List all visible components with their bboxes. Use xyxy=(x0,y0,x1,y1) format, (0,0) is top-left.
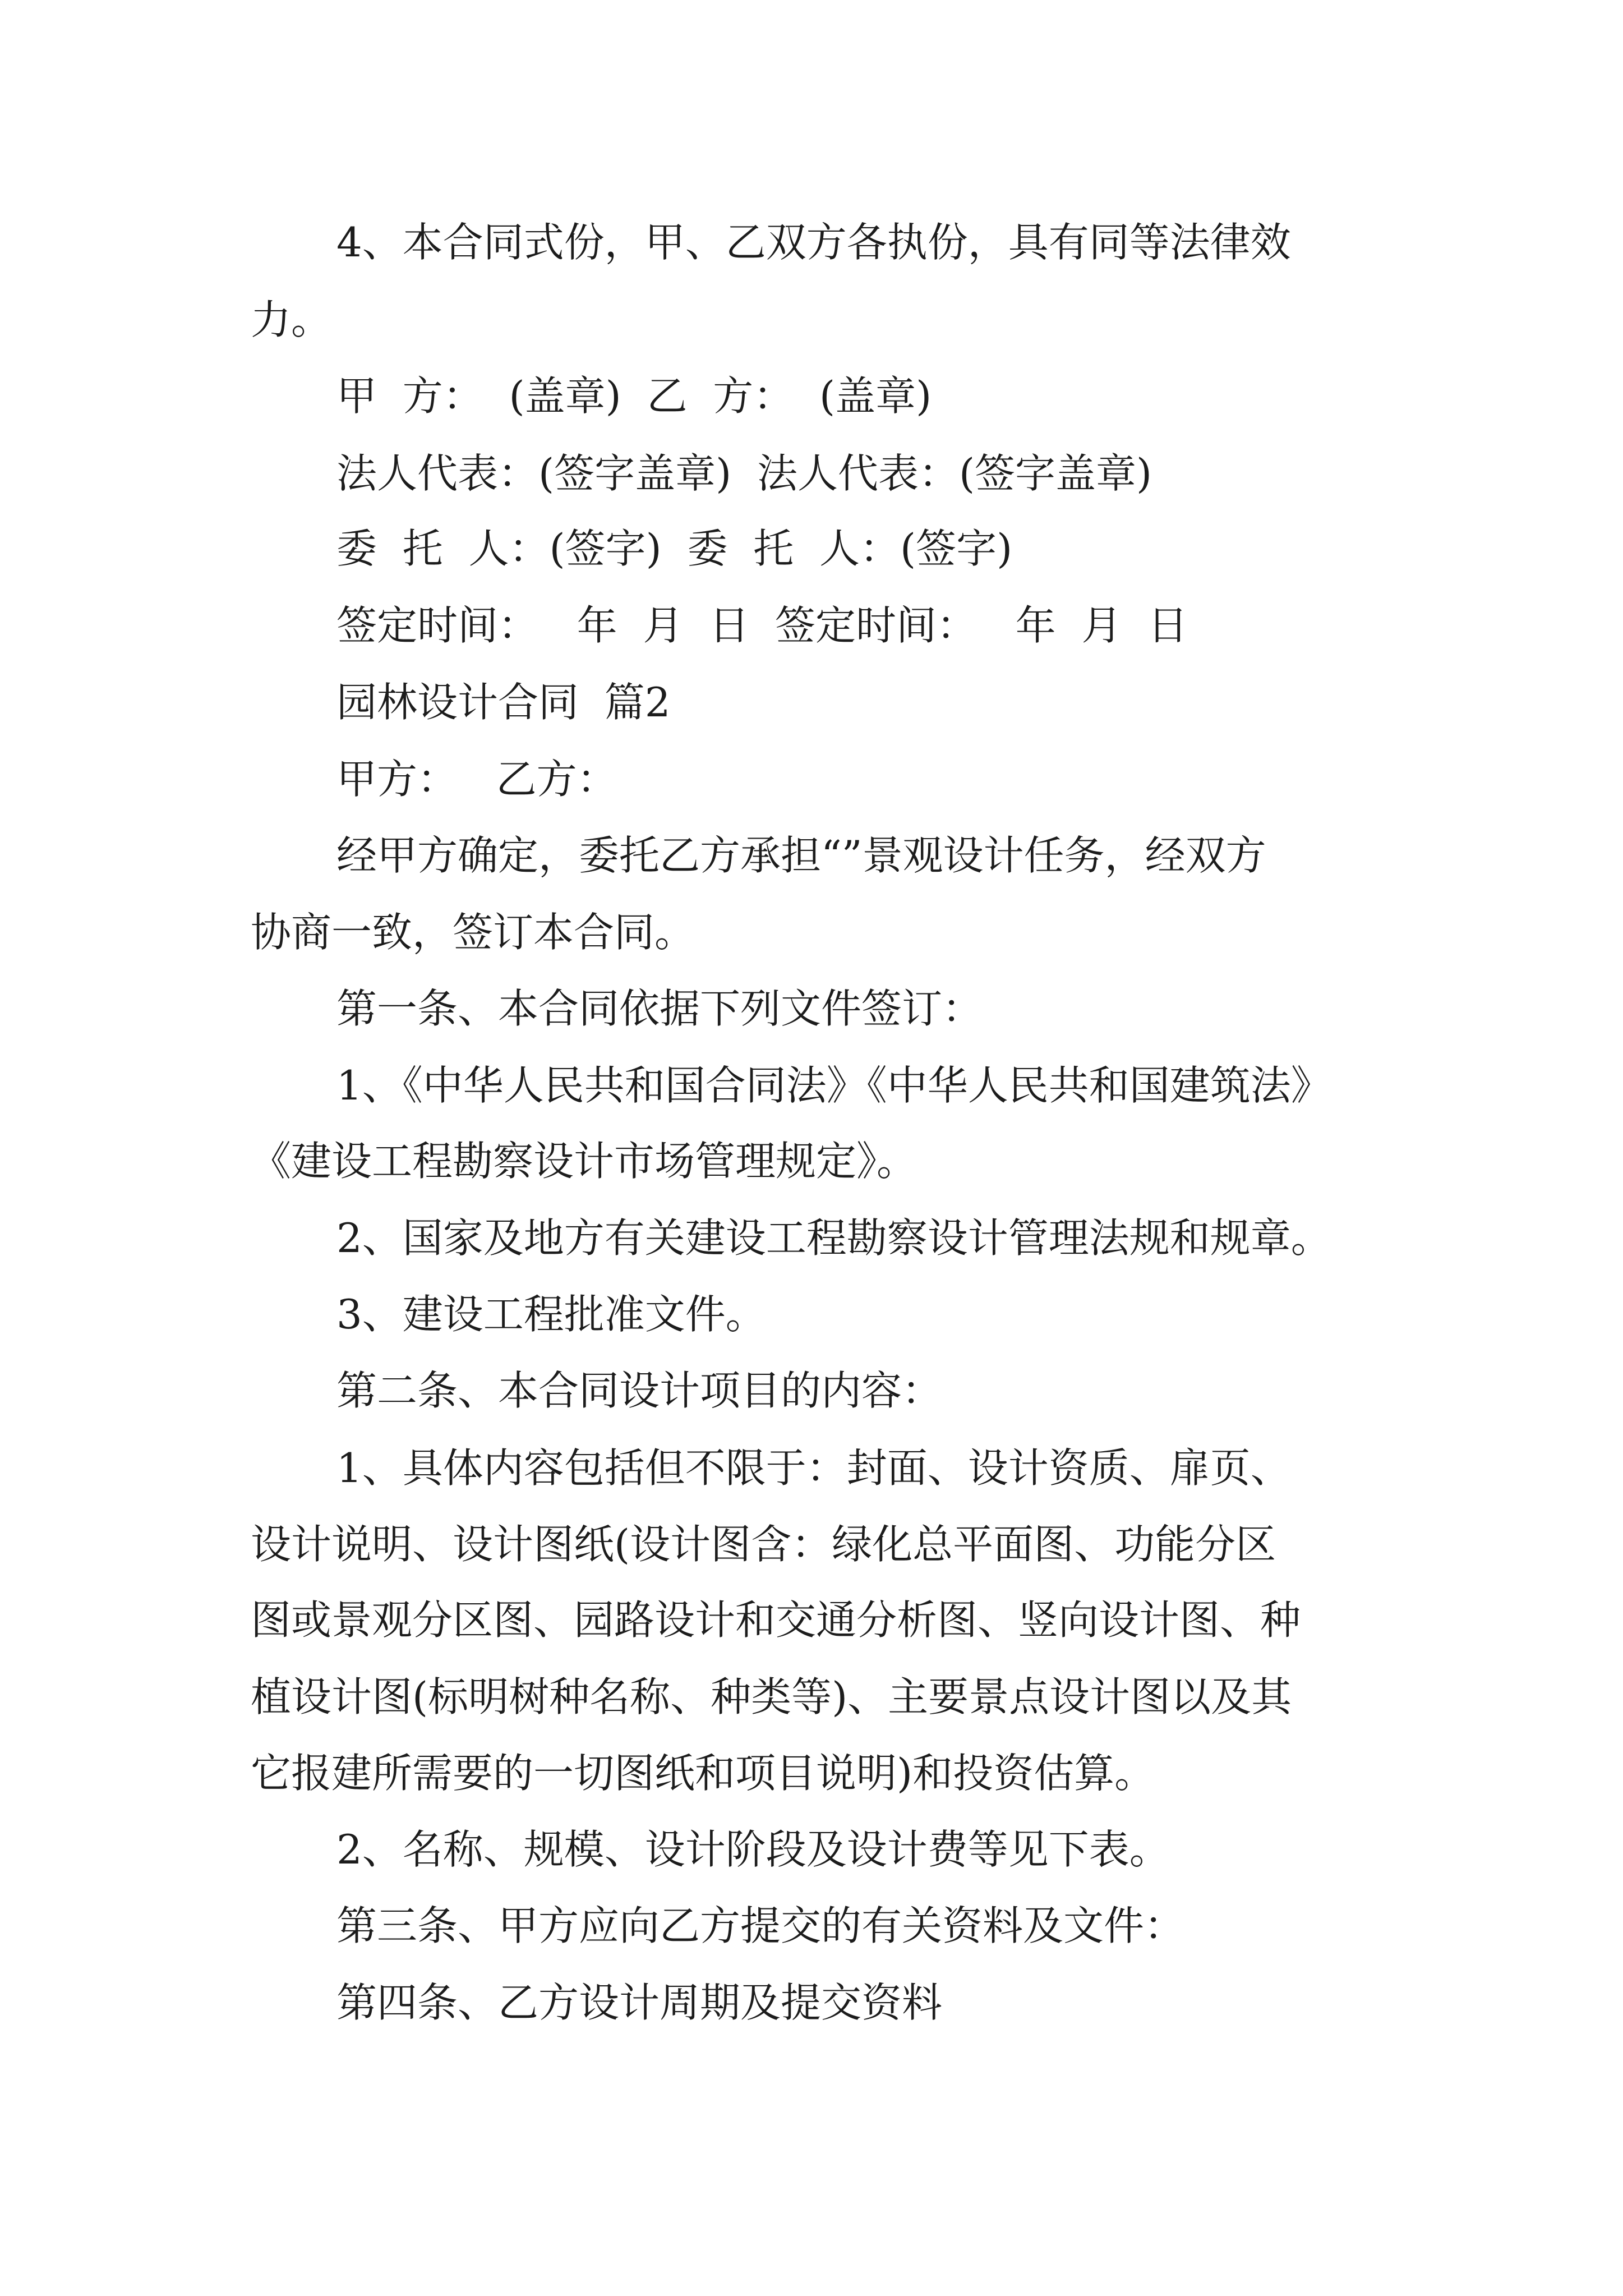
parties-line: 甲方： 乙方： xyxy=(336,756,617,803)
signature-line-representative: 法人代表：(签字盖章) 法人代表：(签字盖章) xyxy=(336,450,1152,497)
signature-line-agent: 委 托 人：(签字) 委 托 人：(签字) xyxy=(336,525,1013,572)
paragraph-line: 经甲方确定，委托乙方承担“”景观设计任务，经双方 xyxy=(336,832,1266,879)
paragraph-line: 《建设工程勘察设计市场管理规定》。 xyxy=(251,1138,917,1185)
paragraph-line: 力。 xyxy=(251,296,332,343)
paragraph-line: 图或景观分区图、园路设计和交通分析图、竖向设计图、种 xyxy=(251,1596,1301,1644)
paragraph-line: 它报建所需要的一切图纸和项目说明)和投资估算。 xyxy=(251,1750,1155,1797)
signature-line-party: 甲 方： (盖章) 乙 方： (盖章) xyxy=(336,372,932,420)
list-item: 1、具体内容包括但不限于：封面、设计资质、扉页、 xyxy=(336,1444,1291,1492)
article-heading: 第二条、本合同设计项目的内容： xyxy=(336,1367,943,1414)
section-heading: 园林设计合同 篇2 xyxy=(336,679,671,726)
list-item: 1、《中华人民共和国合同法》《中华人民共和国建筑法》 xyxy=(336,1062,1331,1109)
signature-line-date: 签定时间： 年 月 日 签定时间： 年 月 日 xyxy=(336,602,1188,649)
article-heading: 第一条、本合同依据下列文件签订： xyxy=(336,985,983,1032)
paragraph-line: 协商一致，签订本合同。 xyxy=(251,909,695,956)
article-heading: 第四条、乙方设计周期及提交资料 xyxy=(336,1979,943,2026)
paragraph-line: 植设计图(标明树种名称、种类等)、主要景点设计图以及其 xyxy=(251,1673,1292,1720)
article-heading: 第三条、甲方应向乙方提交的有关资料及文件： xyxy=(336,1902,1185,1949)
paragraph-line: 4、本合同式份，甲、乙双方各执份，具有同等法律效 xyxy=(336,219,1291,266)
list-item: 3、建设工程批准文件。 xyxy=(336,1291,766,1338)
list-item: 2、名称、规模、设计阶段及设计费等见下表。 xyxy=(336,1826,1170,1873)
list-item: 2、国家及地方有关建设工程勘察设计管理法规和规章。 xyxy=(336,1214,1331,1262)
paragraph-line: 设计说明、设计图纸(设计图含：绿化总平面图、功能分区 xyxy=(251,1521,1276,1568)
